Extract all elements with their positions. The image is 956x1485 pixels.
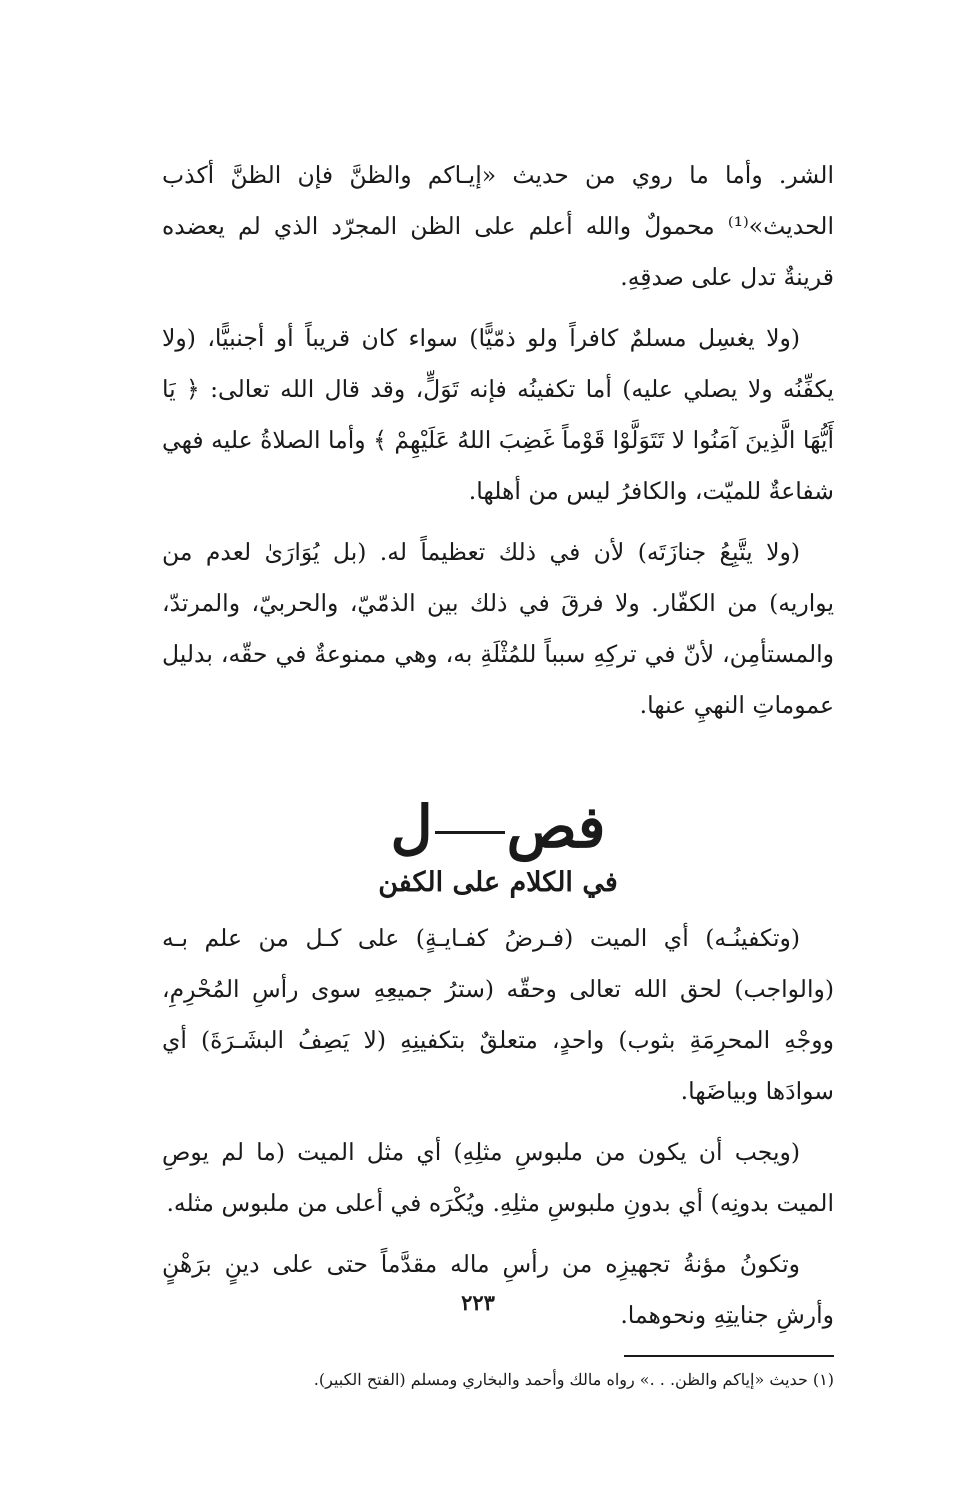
paragraph-3: (ولا يتَّبِعُ جنازَتَه) لأن في ذلك تعظيماً له. (بل يُوَارَىٰ لعدم من يواريه) من الكفّار. ولا فرقَ في ذلك بين الذمّيّ، والحربيّ، والمرتدّ، والمستأمِن، لأنّ في تركِهِ سبباً للمُثْلَةِ به، وهي ممنوعةٌ في حقّه، بدليل عموماتِ النهيِ عنها. (162, 538, 834, 719)
section-heading-end: ل (390, 793, 433, 861)
paragraph-4: (وتكفينُـه) أي الميت (فـرضُ كفـايـةٍ) على كـل من علم بـه (والواجب) لحق الله تعالى وحقّه (سترُ جميعِهِ سوى رأسِ المُحْرِمِ، ووجْهِ المحرِمَةِ بثوب) واحدٍ، متعلقٌ بتكفينِهِ (لا يَصِفُ البشَـرَةَ) أي سوادَها وبياضَها. (162, 924, 834, 1105)
page-body (162, 150, 834, 1395)
section-header (162, 793, 834, 905)
paragraph-6: وتكونُ مؤنةُ تجهيزِه من رأسِ ماله مقدَّماً حتى على دينٍ برَهْنٍ وأرشِ جنايتِهِ ونحوهما. (162, 1250, 834, 1329)
footnote-divider (624, 1355, 834, 1357)
section-heading-start: فص (506, 793, 606, 861)
paragraph-2: (ولا يغسِل مسلمٌ كافراً ولو ذمّيًّا) سواء كان قريباً أو أجنبيًّا، (ولا يكفِّنُه ولا يصلي عليه) أما تكفينُه فإنه تَوَلٍّ، وقد قال الله تعالى: ﴿ يَا أَيُّهَا الَّذِينَ آمَنُوا لا تَتَوَلَّوْا قَوْماً غَضِبَ اللهُ عَلَيْهِمْ ﴾ وأما الصلاةُ عليه فهي شفاعةٌ للميّت، والكافرُ ليس من أهلها. (162, 324, 834, 505)
paragraph-1: الشر. وأما ما روي من حديث «إيـاكم والظنَّ فإن الظنَّ أكذب الحديث»⁽¹⁾ محمولٌ والله أعلم على الظن المجرّد الذي لم يعضده قرينةٌ تدل على صدقِهِ. (162, 161, 834, 291)
footnote: (١) حديث «إياكم والظن. . .» رواه مالك وأحمد والبخاري ومسلم (الفتح الكبير). (313, 1370, 834, 1389)
kashida-stroke (435, 831, 505, 834)
section-subtitle: في الكلام على الكفن (378, 867, 618, 898)
page-number: ٢٢٣ (461, 1290, 495, 1315)
paragraph-5: (ويجب أن يكون من ملبوسِ مثلِهِ) أي مثل الميت (ما لم يوصِ الميت بدونِه) أي بدونِ ملبوسِ مثلِهِ. ويُكْرَه في أعلى من ملبوس مثله. (162, 1138, 834, 1217)
section-heading (162, 793, 834, 861)
